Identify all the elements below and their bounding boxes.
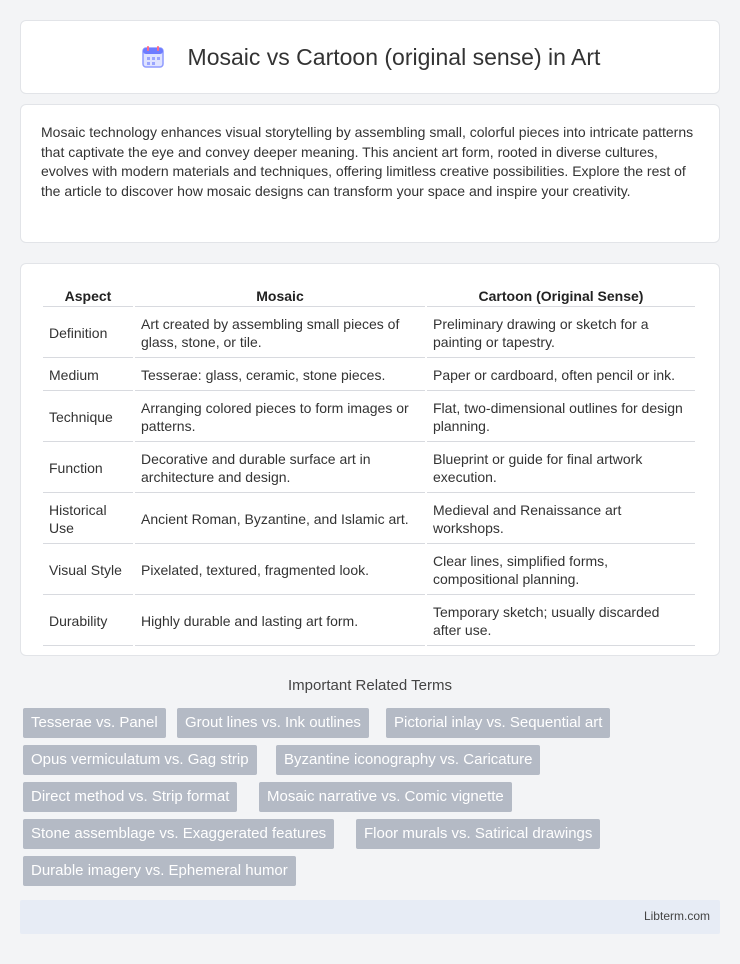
table-row xyxy=(43,495,695,544)
calendar-icon xyxy=(140,44,166,70)
related-term-tag[interactable]: Byzantine iconography vs. Caricature xyxy=(276,745,540,775)
header-mosaic: Mosaic xyxy=(135,284,425,307)
footer xyxy=(20,900,720,934)
cell-cartoon: Clear lines, simplified forms, compositional planning. xyxy=(427,546,695,595)
page-title: Mosaic vs Cartoon (original sense) in Art xyxy=(187,43,601,70)
related-term-tag[interactable]: Direct method vs. Strip format xyxy=(23,782,237,812)
cell-mosaic: Art created by assembling small pieces of glass, stone, or tile. xyxy=(135,309,425,358)
cell-mosaic: Pixelated, textured, fragmented look. xyxy=(135,546,425,595)
cell-cartoon: Medieval and Renaissance art workshops. xyxy=(427,495,695,544)
table-row xyxy=(43,393,695,442)
cell-aspect: Historical Use xyxy=(43,495,133,544)
cell-aspect: Visual Style xyxy=(43,546,133,595)
footer-site-link[interactable]: Libterm.com xyxy=(643,909,710,923)
table-row xyxy=(43,597,695,646)
cell-aspect: Technique xyxy=(43,393,133,442)
cell-cartoon: Flat, two-dimensional outlines for design planning. xyxy=(427,393,695,442)
cell-aspect: Durability xyxy=(43,597,133,646)
intro-card xyxy=(20,104,720,243)
cell-mosaic: Arranging colored pieces to form images or patterns. xyxy=(135,393,425,442)
cell-mosaic: Decorative and durable surface art in architecture and design. xyxy=(135,444,425,493)
cell-aspect: Function xyxy=(43,444,133,493)
cell-cartoon: Blueprint or guide for final artwork execution. xyxy=(427,444,695,493)
table-row xyxy=(43,444,695,493)
related-term-tag[interactable]: Stone assemblage vs. Exaggerated features xyxy=(23,819,334,849)
table-row xyxy=(43,360,695,391)
cell-aspect: Definition xyxy=(43,309,133,358)
related-term-tag[interactable]: Opus vermiculatum vs. Gag strip xyxy=(23,745,257,775)
header-cartoon: Cartoon (Original Sense) xyxy=(427,284,695,307)
cell-mosaic: Tesserae: glass, ceramic, stone pieces. xyxy=(135,360,425,391)
cell-mosaic: Ancient Roman, Byzantine, and Islamic art. xyxy=(135,495,425,544)
related-term-tag[interactable]: Tesserae vs. Panel xyxy=(23,708,166,738)
cell-cartoon: Paper or cardboard, often pencil or ink. xyxy=(427,360,695,391)
cell-cartoon: Temporary sketch; usually discarded after use. xyxy=(427,597,695,646)
table-row xyxy=(43,546,695,595)
related-term-tag[interactable]: Floor murals vs. Satirical drawings xyxy=(356,819,600,849)
comparison-table-card xyxy=(20,263,720,656)
table-row xyxy=(43,309,695,358)
related-term-tag[interactable]: Mosaic narrative vs. Comic vignette xyxy=(259,782,512,812)
related-term-tag[interactable]: Durable imagery vs. Ephemeral humor xyxy=(23,856,296,886)
comparison-table xyxy=(41,282,697,648)
cell-aspect: Medium xyxy=(43,360,133,391)
intro-text: Mosaic technology enhances visual storytelling by assembling small, colorful pieces into intricate patterns that captivate the eye and convey deeper meaning. This ancient art form, rooted in diverse cultures, evolves with modern materials and techniques, offering limitless creative possibilities. Explore the rest of the article to discover how mosaic designs can transform your space and inspire your creativity. xyxy=(41,124,694,199)
related-term-tag[interactable]: Grout lines vs. Ink outlines xyxy=(177,708,369,738)
header-aspect: Aspect xyxy=(43,284,133,307)
title-card xyxy=(20,20,720,94)
related-terms-title: Important Related Terms xyxy=(288,677,452,694)
cell-cartoon: Preliminary drawing or sketch for a painting or tapestry. xyxy=(427,309,695,358)
related-term-tag[interactable]: Pictorial inlay vs. Sequential art xyxy=(386,708,610,738)
cell-mosaic: Highly durable and lasting art form. xyxy=(135,597,425,646)
